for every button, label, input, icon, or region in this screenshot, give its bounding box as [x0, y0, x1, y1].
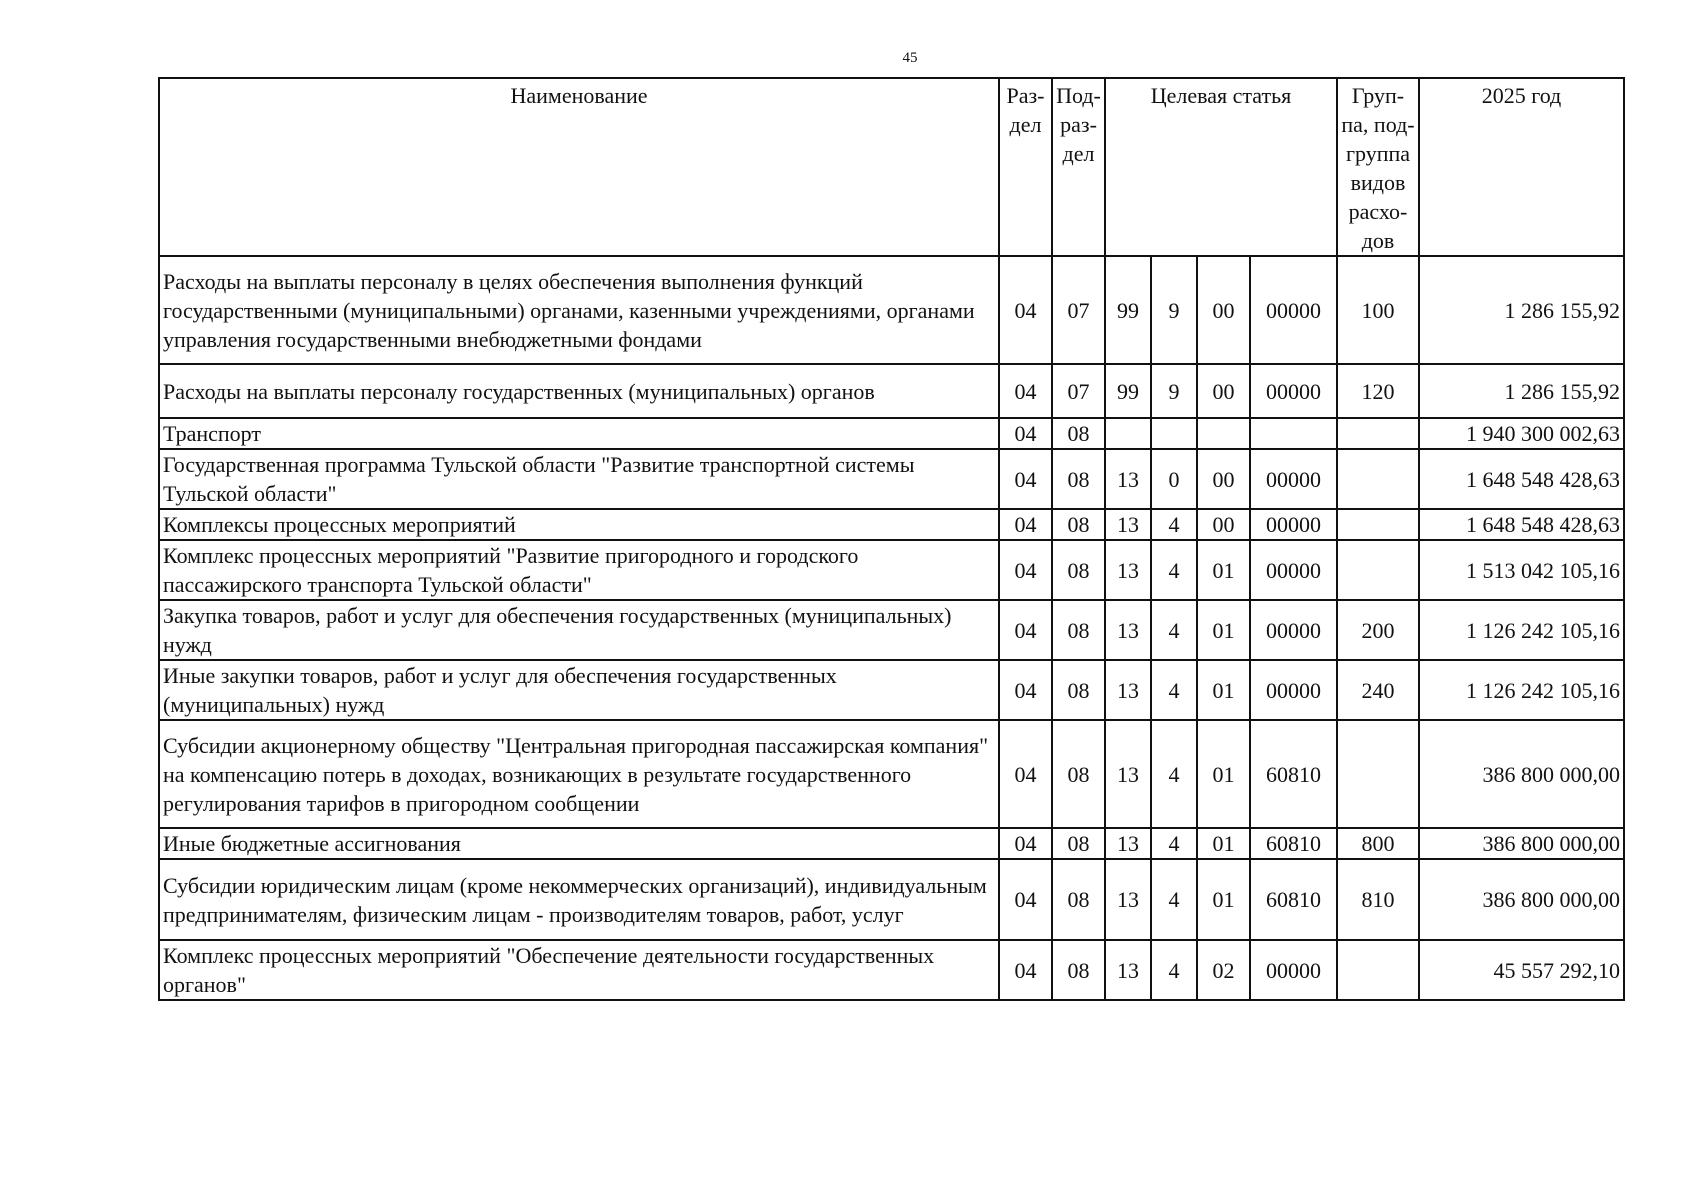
row-name: Комплексы процессных мероприятий — [159, 509, 999, 540]
row-target-direction: 00000 — [1250, 940, 1337, 1000]
row-target-direction: 00000 — [1250, 660, 1337, 720]
row-target-subprogram: 00 — [1197, 449, 1250, 509]
table-row — [159, 540, 1624, 600]
row-amount: 1 126 242 105,16 — [1419, 600, 1624, 660]
table-row — [159, 660, 1624, 720]
row-subsection: 08 — [1052, 859, 1105, 940]
row-target-type: 4 — [1151, 660, 1197, 720]
row-target-direction: 00000 — [1250, 540, 1337, 600]
row-expense-group: 240 — [1337, 660, 1419, 720]
row-section: 04 — [999, 660, 1052, 720]
table-row — [159, 509, 1624, 540]
row-target-program: 13 — [1105, 600, 1151, 660]
row-target-direction: 00000 — [1250, 256, 1337, 364]
header-subsection — [1052, 78, 1105, 256]
row-amount: 1 648 548 428,63 — [1419, 449, 1624, 509]
row-target-direction: 00000 — [1250, 364, 1337, 418]
row-target-type: 4 — [1151, 859, 1197, 940]
row-section: 04 — [999, 418, 1052, 449]
table-row — [159, 859, 1624, 940]
row-section: 04 — [999, 256, 1052, 364]
row-target-subprogram: 01 — [1197, 600, 1250, 660]
row-section: 04 — [999, 540, 1052, 600]
row-name: Комплекс процессных мероприятий "Обеспечение деятельности государственных органов" — [159, 940, 999, 1000]
row-target-program: 13 — [1105, 720, 1151, 828]
row-expense-group — [1337, 940, 1419, 1000]
row-expense-group — [1337, 540, 1419, 600]
row-target-subprogram: 00 — [1197, 509, 1250, 540]
table-body — [159, 256, 1624, 1000]
row-target-subprogram: 01 — [1197, 859, 1250, 940]
row-amount: 1 286 155,92 — [1419, 256, 1624, 364]
table-row — [159, 600, 1624, 660]
row-subsection: 07 — [1052, 364, 1105, 418]
row-subsection: 08 — [1052, 828, 1105, 859]
header-target-article-label: Целевая статья — [1150, 83, 1292, 108]
row-amount: 1 648 548 428,63 — [1419, 509, 1624, 540]
row-target-type: 4 — [1151, 940, 1197, 1000]
row-name: Комплекс процессных мероприятий "Развитие пригородного и городского пассажирского транспорта Тульской области" — [159, 540, 999, 600]
row-name: Субсидии акционерному обществу "Центральная пригородная пассажирская компания" на компенсацию потерь в доходах, возникающих в результате государственного регулирования тарифов в пригородном сообщении — [159, 720, 999, 828]
row-name: Иные закупки товаров, работ и услуг для обеспечения государственных (муниципальных) нужд — [159, 660, 999, 720]
row-expense-group: 810 — [1337, 859, 1419, 940]
header-target-article — [1105, 78, 1337, 256]
row-target-type: 4 — [1151, 509, 1197, 540]
row-target-program: 13 — [1105, 660, 1151, 720]
row-subsection: 08 — [1052, 660, 1105, 720]
table-row — [159, 256, 1624, 364]
row-target-type: 4 — [1151, 720, 1197, 828]
row-amount: 386 800 000,00 — [1419, 720, 1624, 828]
row-target-subprogram — [1197, 418, 1250, 449]
header-expense-group-label: Груп- па, под- группа видов расхо- дов — [1341, 83, 1415, 253]
row-target-program: 13 — [1105, 540, 1151, 600]
row-section: 04 — [999, 859, 1052, 940]
table-row — [159, 828, 1624, 859]
row-expense-group — [1337, 449, 1419, 509]
row-expense-group — [1337, 720, 1419, 828]
row-target-direction: 60810 — [1250, 828, 1337, 859]
header-section — [999, 78, 1052, 256]
row-section: 04 — [999, 600, 1052, 660]
row-section: 04 — [999, 940, 1052, 1000]
row-amount: 1 126 242 105,16 — [1419, 660, 1624, 720]
row-subsection: 07 — [1052, 256, 1105, 364]
row-target-program: 99 — [1105, 256, 1151, 364]
row-amount: 1 513 042 105,16 — [1419, 540, 1624, 600]
row-target-type — [1151, 418, 1197, 449]
header-name — [159, 78, 999, 256]
row-amount: 386 800 000,00 — [1419, 828, 1624, 859]
table-row — [159, 720, 1624, 828]
row-target-type: 4 — [1151, 600, 1197, 660]
row-expense-group: 100 — [1337, 256, 1419, 364]
row-subsection: 08 — [1052, 600, 1105, 660]
header-year-label: 2025 год — [1481, 83, 1562, 108]
header-expense-group — [1337, 78, 1419, 256]
row-expense-group — [1337, 509, 1419, 540]
header-section-label: Раз- дел — [1006, 83, 1045, 137]
row-name: Государственная программа Тульской области "Развитие транспортной системы Тульской области" — [159, 449, 999, 509]
row-section: 04 — [999, 364, 1052, 418]
row-subsection: 08 — [1052, 940, 1105, 1000]
row-name: Расходы на выплаты персоналу государственных (муниципальных) органов — [159, 364, 999, 418]
row-amount: 1 286 155,92 — [1419, 364, 1624, 418]
row-expense-group: 800 — [1337, 828, 1419, 859]
header-name-label: Наименование — [510, 83, 648, 108]
table-row — [159, 418, 1624, 449]
row-target-type: 0 — [1151, 449, 1197, 509]
table-row — [159, 364, 1624, 418]
row-target-direction: 00000 — [1250, 509, 1337, 540]
row-target-subprogram: 02 — [1197, 940, 1250, 1000]
row-section: 04 — [999, 720, 1052, 828]
row-name: Закупка товаров, работ и услуг для обеспечения государственных (муниципальных) нужд — [159, 600, 999, 660]
row-subsection: 08 — [1052, 720, 1105, 828]
row-target-type: 9 — [1151, 364, 1197, 418]
row-target-subprogram: 01 — [1197, 828, 1250, 859]
row-target-program: 13 — [1105, 940, 1151, 1000]
row-section: 04 — [999, 449, 1052, 509]
row-target-program — [1105, 418, 1151, 449]
row-section: 04 — [999, 828, 1052, 859]
header-year — [1419, 78, 1624, 256]
row-target-type: 4 — [1151, 828, 1197, 859]
row-target-subprogram: 01 — [1197, 660, 1250, 720]
row-target-subprogram: 01 — [1197, 540, 1250, 600]
row-subsection: 08 — [1052, 418, 1105, 449]
row-target-subprogram: 01 — [1197, 720, 1250, 828]
row-name: Расходы на выплаты персоналу в целях обеспечения выполнения функций государственными (муниципальными) органами, казенными учреждениями, органами управления государственными внебюджетными фондами — [159, 256, 999, 364]
budget-table — [158, 77, 1625, 1001]
table-row — [159, 940, 1624, 1000]
row-target-subprogram: 00 — [1197, 364, 1250, 418]
row-target-direction: 00000 — [1250, 600, 1337, 660]
row-target-direction: 00000 — [1250, 449, 1337, 509]
table-row — [159, 449, 1624, 509]
row-expense-group: 200 — [1337, 600, 1419, 660]
row-target-direction — [1250, 418, 1337, 449]
header-subsection-label: Под- раз- дел — [1056, 83, 1101, 166]
table-header-row — [159, 78, 1624, 256]
row-subsection: 08 — [1052, 509, 1105, 540]
row-target-program: 13 — [1105, 859, 1151, 940]
row-name: Субсидии юридическим лицам (кроме некоммерческих организаций), индивидуальным предпринимателям, физическим лицам - производителям товаров, работ, услуг — [159, 859, 999, 940]
row-amount: 1 940 300 002,63 — [1419, 418, 1624, 449]
page-number: 45 — [902, 50, 918, 66]
row-target-program: 13 — [1105, 828, 1151, 859]
row-expense-group — [1337, 418, 1419, 449]
row-target-direction: 60810 — [1250, 720, 1337, 828]
row-subsection: 08 — [1052, 449, 1105, 509]
row-target-type: 4 — [1151, 540, 1197, 600]
row-name: Иные бюджетные ассигнования — [159, 828, 999, 859]
row-target-program: 99 — [1105, 364, 1151, 418]
row-target-type: 9 — [1151, 256, 1197, 364]
row-target-subprogram: 00 — [1197, 256, 1250, 364]
row-target-program: 13 — [1105, 449, 1151, 509]
row-amount: 45 557 292,10 — [1419, 940, 1624, 1000]
row-amount: 386 800 000,00 — [1419, 859, 1624, 940]
row-section: 04 — [999, 509, 1052, 540]
row-subsection: 08 — [1052, 540, 1105, 600]
row-target-direction: 60810 — [1250, 859, 1337, 940]
row-name: Транспорт — [159, 418, 999, 449]
row-target-program: 13 — [1105, 509, 1151, 540]
row-expense-group: 120 — [1337, 364, 1419, 418]
